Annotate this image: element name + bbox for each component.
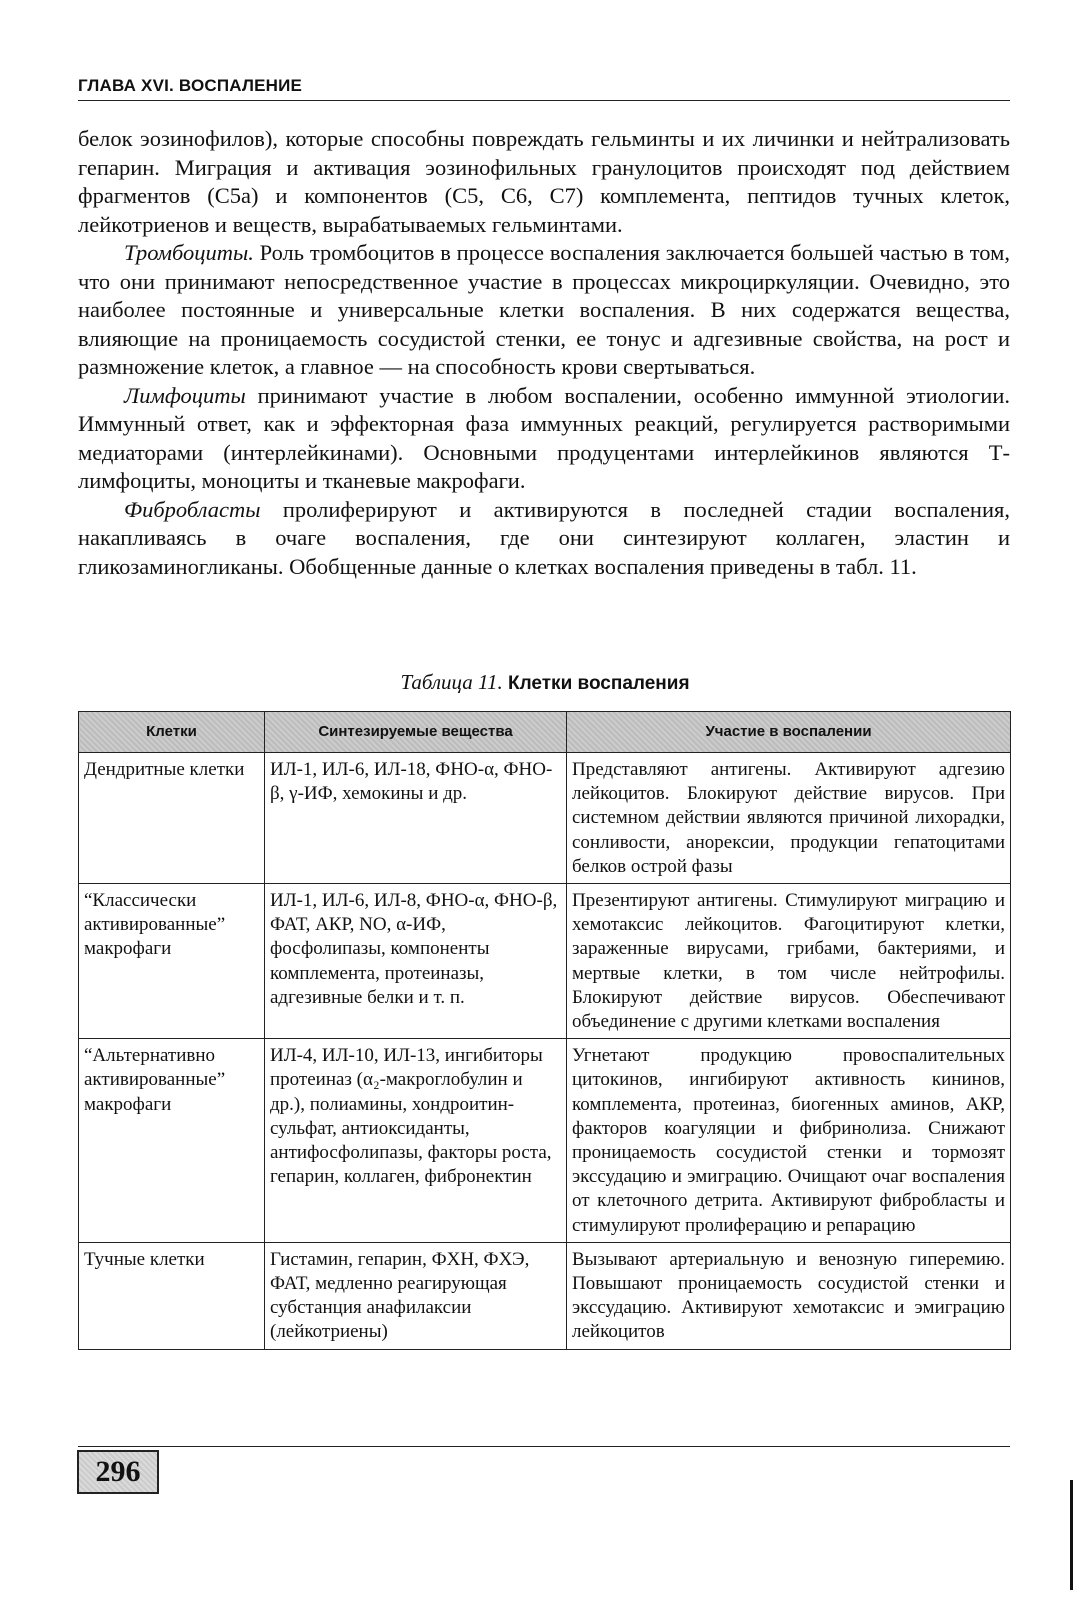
- cell-role: Угнетают продукцию провоспалительных цитокинов, ингибируют активность кининов, комплемента, протеиназ, биогенных аминов, АКР, факторов коагуляции и фибринолиза. Снижают проницаемость сосудистой стенки и тормозят экссудацию и эмиграцию. Очищают очаг воспаления от клеточного детрита. Активируют фибробласты и стимулируют пролиферацию и репарацию: [567, 1039, 1011, 1243]
- table-row: [79, 1039, 1011, 1243]
- table-header-row: [79, 712, 1011, 753]
- paragraph-thrombocytes: [78, 239, 1010, 382]
- cell-substances: Гистамин, гепарин, ФХН, ФХЭ, ФАТ, медленно реагирующая субстанция анафилаксии (лейкотриены): [265, 1242, 567, 1349]
- table-caption-title: Клетки воспаления: [508, 673, 690, 694]
- running-head: ГЛАВА XVI. ВОСПАЛЕНИЕ: [78, 76, 303, 95]
- paragraph-fibroblasts: [78, 496, 1010, 582]
- cell-role: Вызывают артериальную и венозную гиперемию. Повышают проницаемость сосудистой стенки и экссудацию. Активируют хемотаксис и эмиграцию лейкоцитов: [567, 1242, 1011, 1349]
- paragraph-text: Роль тромбоцитов в процессе воспаления заключается большей частью в том, что они принимают непосредственное участие в процессах микроциркуляции. Очевидно, это наиболее постоянные и универсальные клетки воспаления. В них содержатся вещества, влияющие на проницаемость сосудистой стенки, ее тонус и адгезивные свойства, на рост и размножение клеток, а главное — на способность крови свертываться.: [78, 240, 1010, 379]
- term-thrombocytes: Тромбоциты.: [124, 240, 254, 265]
- scan-edge-mark: [1070, 1480, 1073, 1590]
- paragraph-text: пролиферируют и активируются в последней стадии воспаления, накапливаясь в очаге воспаления, где они синтезируют коллаген, эластин и гликозаминогликаны. Обобщенные данные о клетках воспаления приведены в табл. 11.: [78, 496, 1010, 579]
- footer-divider: [78, 1446, 1010, 1447]
- term-lymphocytes: Лимфоциты: [124, 382, 246, 408]
- table-row: [79, 753, 1011, 884]
- cell-role: Презентируют антигены. Стимулируют миграцию и хемотаксис лейкоцитов. Фагоцитируют клетки, зараженные вирусами, грибами, бактериями, и мертвые клетки, в том числе нейтрофилы. Блокируют действие вирусов. Обеспечивают объединение с другими клетками воспаления: [567, 884, 1011, 1039]
- cell-substances: ИЛ-1, ИЛ-6, ИЛ-18, ФНО-α, ФНО-β, γ-ИФ, хемокины и др.: [265, 753, 567, 884]
- cell-type: “Классически активированные” макрофаги: [79, 884, 265, 1039]
- inflammation-cells-table: [78, 711, 1011, 1350]
- cell-substances: ИЛ-1, ИЛ-6, ИЛ-8, ФНО-α, ФНО-β, ФАТ, АКР, NO, α-ИФ, фосфолипазы, компоненты комплемента, протеиназы, адгезивные белки и т. п.: [265, 884, 567, 1039]
- paragraph-lymphocytes: [78, 382, 1010, 496]
- header-divider: [78, 100, 1010, 101]
- column-header-role: Участие в воспалении: [567, 712, 1011, 753]
- table-row: [79, 1242, 1011, 1349]
- table-caption-label: Таблица 11.: [400, 670, 503, 694]
- cell-type: Тучные клетки: [79, 1242, 265, 1349]
- column-header-substances: Синтезируемые вещества: [265, 712, 567, 753]
- cell-role: Представляют антигены. Активируют адгезию лейкоцитов. Блокируют действие вирусов. При системном действии являются причиной лихорадки, сонливости, анорексии, продукции гепатоцитами белков острой фазы: [567, 753, 1011, 884]
- paragraph-continuation: [78, 125, 1010, 239]
- page-number: 296: [77, 1450, 159, 1494]
- column-header-cells: Клетки: [79, 712, 265, 753]
- body-text: [78, 125, 1010, 581]
- term-fibroblasts: Фибробласты: [124, 496, 261, 522]
- table-caption: [0, 670, 1090, 695]
- cell-type: Дендритные клетки: [79, 753, 265, 884]
- paragraph-text: принимают участие в любом воспалении, особенно иммунной этиологии. Иммунный ответ, как и эффекторная фаза иммунных реакций, регулируется растворимыми медиаторами (интерлейкинами). Основными продуцентами интерлейкинов являются Т-лимфоциты, моноциты и тканевые макрофаги.: [78, 382, 1010, 493]
- cell-substances: ИЛ-4, ИЛ-10, ИЛ-13, ингибиторы протеиназ (α₂-макроглобулин и др.), полиамины, хондроитин-сульфат, антиоксиданты, антифосфолипазы, факторы роста, гепарин, коллаген, фибронектин: [265, 1039, 567, 1243]
- cell-type: “Альтернативно активированные” макрофаги: [79, 1039, 265, 1243]
- table-row: [79, 884, 1011, 1039]
- paragraph-text: белок эозинофилов), которые способны повреждать гельминты и их личинки и нейтрализовать гепарин. Миграция и активация эозинофильных гранулоцитов происходят под действием фрагментов (С5а) и компонентов (С5, С6, С7) комплемента, пептидов тучных клеток, лейкотриенов и веществ, вырабатываемых гельминтами.: [78, 126, 1010, 237]
